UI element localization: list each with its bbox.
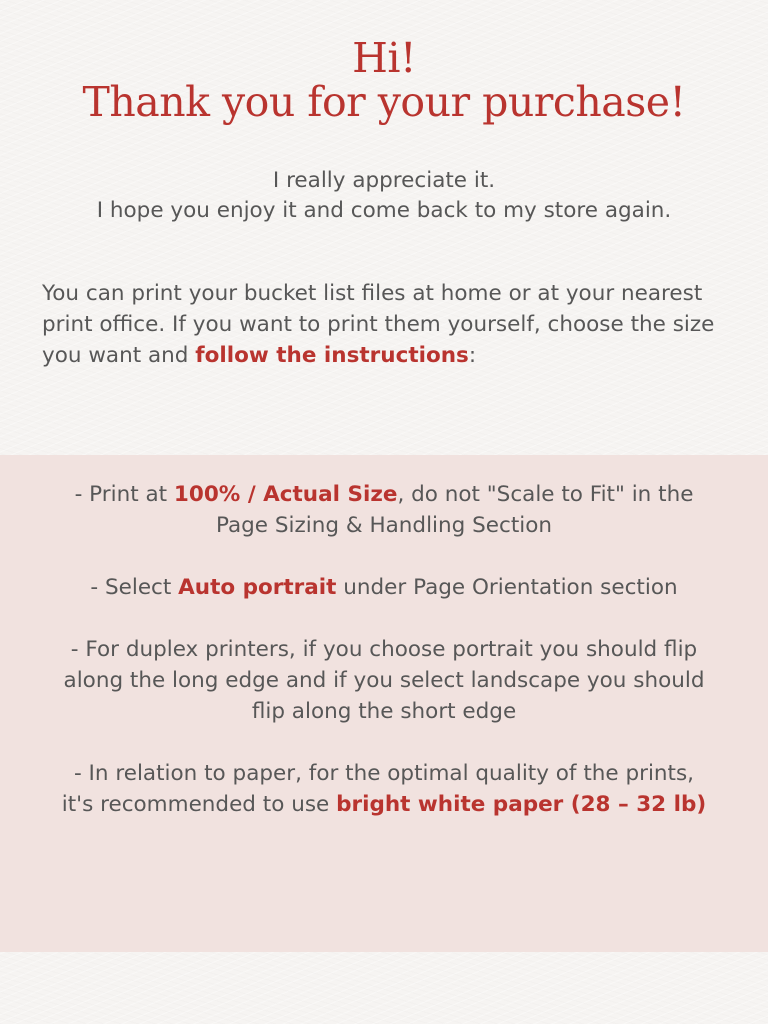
- appreciation-line-1: I really appreciate it.: [272, 168, 496, 193]
- instruction-item-paper: [60, 758, 708, 820]
- instruction-item-scale: [60, 479, 708, 541]
- follow-instructions-emphasis: follow the instructions: [195, 343, 469, 368]
- instruction-item-orientation: [60, 572, 708, 603]
- instruction-text: - For duplex printers, if you choose portrait you should flip along the long edge and if you select landscape you should flip along the short edge: [63, 637, 705, 724]
- instruction-item-duplex: [60, 634, 708, 727]
- page-heading: [0, 36, 768, 124]
- instruction-emphasis: Auto portrait: [178, 575, 337, 600]
- instruction-text: - Print at: [74, 482, 174, 507]
- print-info-colon: :: [468, 343, 477, 368]
- instruction-emphasis: 100% / Actual Size: [173, 482, 398, 507]
- print-info-paragraph: [42, 278, 732, 371]
- instructions-panel: [0, 455, 768, 952]
- print-info-text: You can print your bucket list files at home or at your nearest print office. If you want to print them yourself, choose the size you want and: [42, 281, 715, 368]
- appreciation-message: [0, 166, 768, 226]
- instructions-list: [60, 479, 708, 851]
- instruction-text: - Select: [90, 575, 179, 600]
- instruction-text: under Page Orientation section: [336, 575, 678, 600]
- instruction-text: - In relation to paper, for the optimal quality of the prints, it's recommended to use: [61, 761, 695, 817]
- greeting: Hi!: [352, 34, 416, 82]
- instruction-emphasis: bright white paper (28 – 32 lb): [336, 792, 707, 817]
- appreciation-line-2: I hope you enjoy it and come back to my store again.: [96, 198, 672, 223]
- page-title: Thank you for your purchase!: [82, 78, 686, 126]
- instruction-text: , do not "Scale to Fit" in the Page Sizing & Handling Section: [215, 482, 694, 538]
